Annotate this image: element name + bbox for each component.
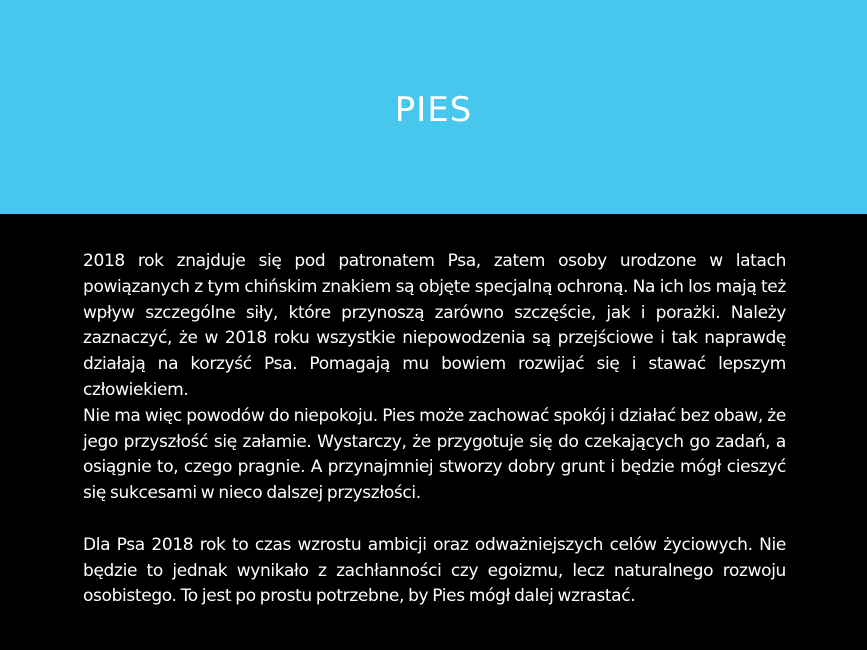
slide-title: PIES	[394, 90, 473, 130]
paragraph-3: Dla Psa 2018 rok to czas wzrostu ambicji oraz odważniejszych celów życiowych. Nie będzie to jednak wynikało z zachłanności czy egoizmu, lecz naturalnego rozwoju osobistego. To jest po prostu potrzebne, by Pies mógł dalej wzrastać.	[83, 534, 786, 607]
paragraph-2: Nie ma więc powodów do niepokoju. Pies może zachować spokój i działać bez obaw, że jego przyszłość się załamie. Wystarczy, że przygotuje się do czekających go zadań, a osiągnie to, czego pragnie. A przynajmniej stworzy dobry grunt i będzie mógł cieszyć się sukcesami w nieco dalszej przyszłości.	[83, 405, 786, 504]
title-banner	[0, 0, 867, 214]
paragraph-1: 2018 rok znajduje się pod patronatem Psa, zatem osoby urodzone w latach powiązanych z tym chińskim znakiem są objęte specjalną ochroną. Na ich los mają też wpływ szczególne siły, które przynoszą zarówno szczęście, jak i porażki. Należy zaznaczyć, że w 2018 roku wszystkie niepowodzenia są przejściowe i tak naprawdę działają na korzyść Psa. Pomagają mu bowiem rozwijać się i stawać lepszym człowiekiem.	[83, 251, 786, 400]
paragraph-spacer	[83, 507, 786, 533]
body-text	[83, 249, 786, 610]
